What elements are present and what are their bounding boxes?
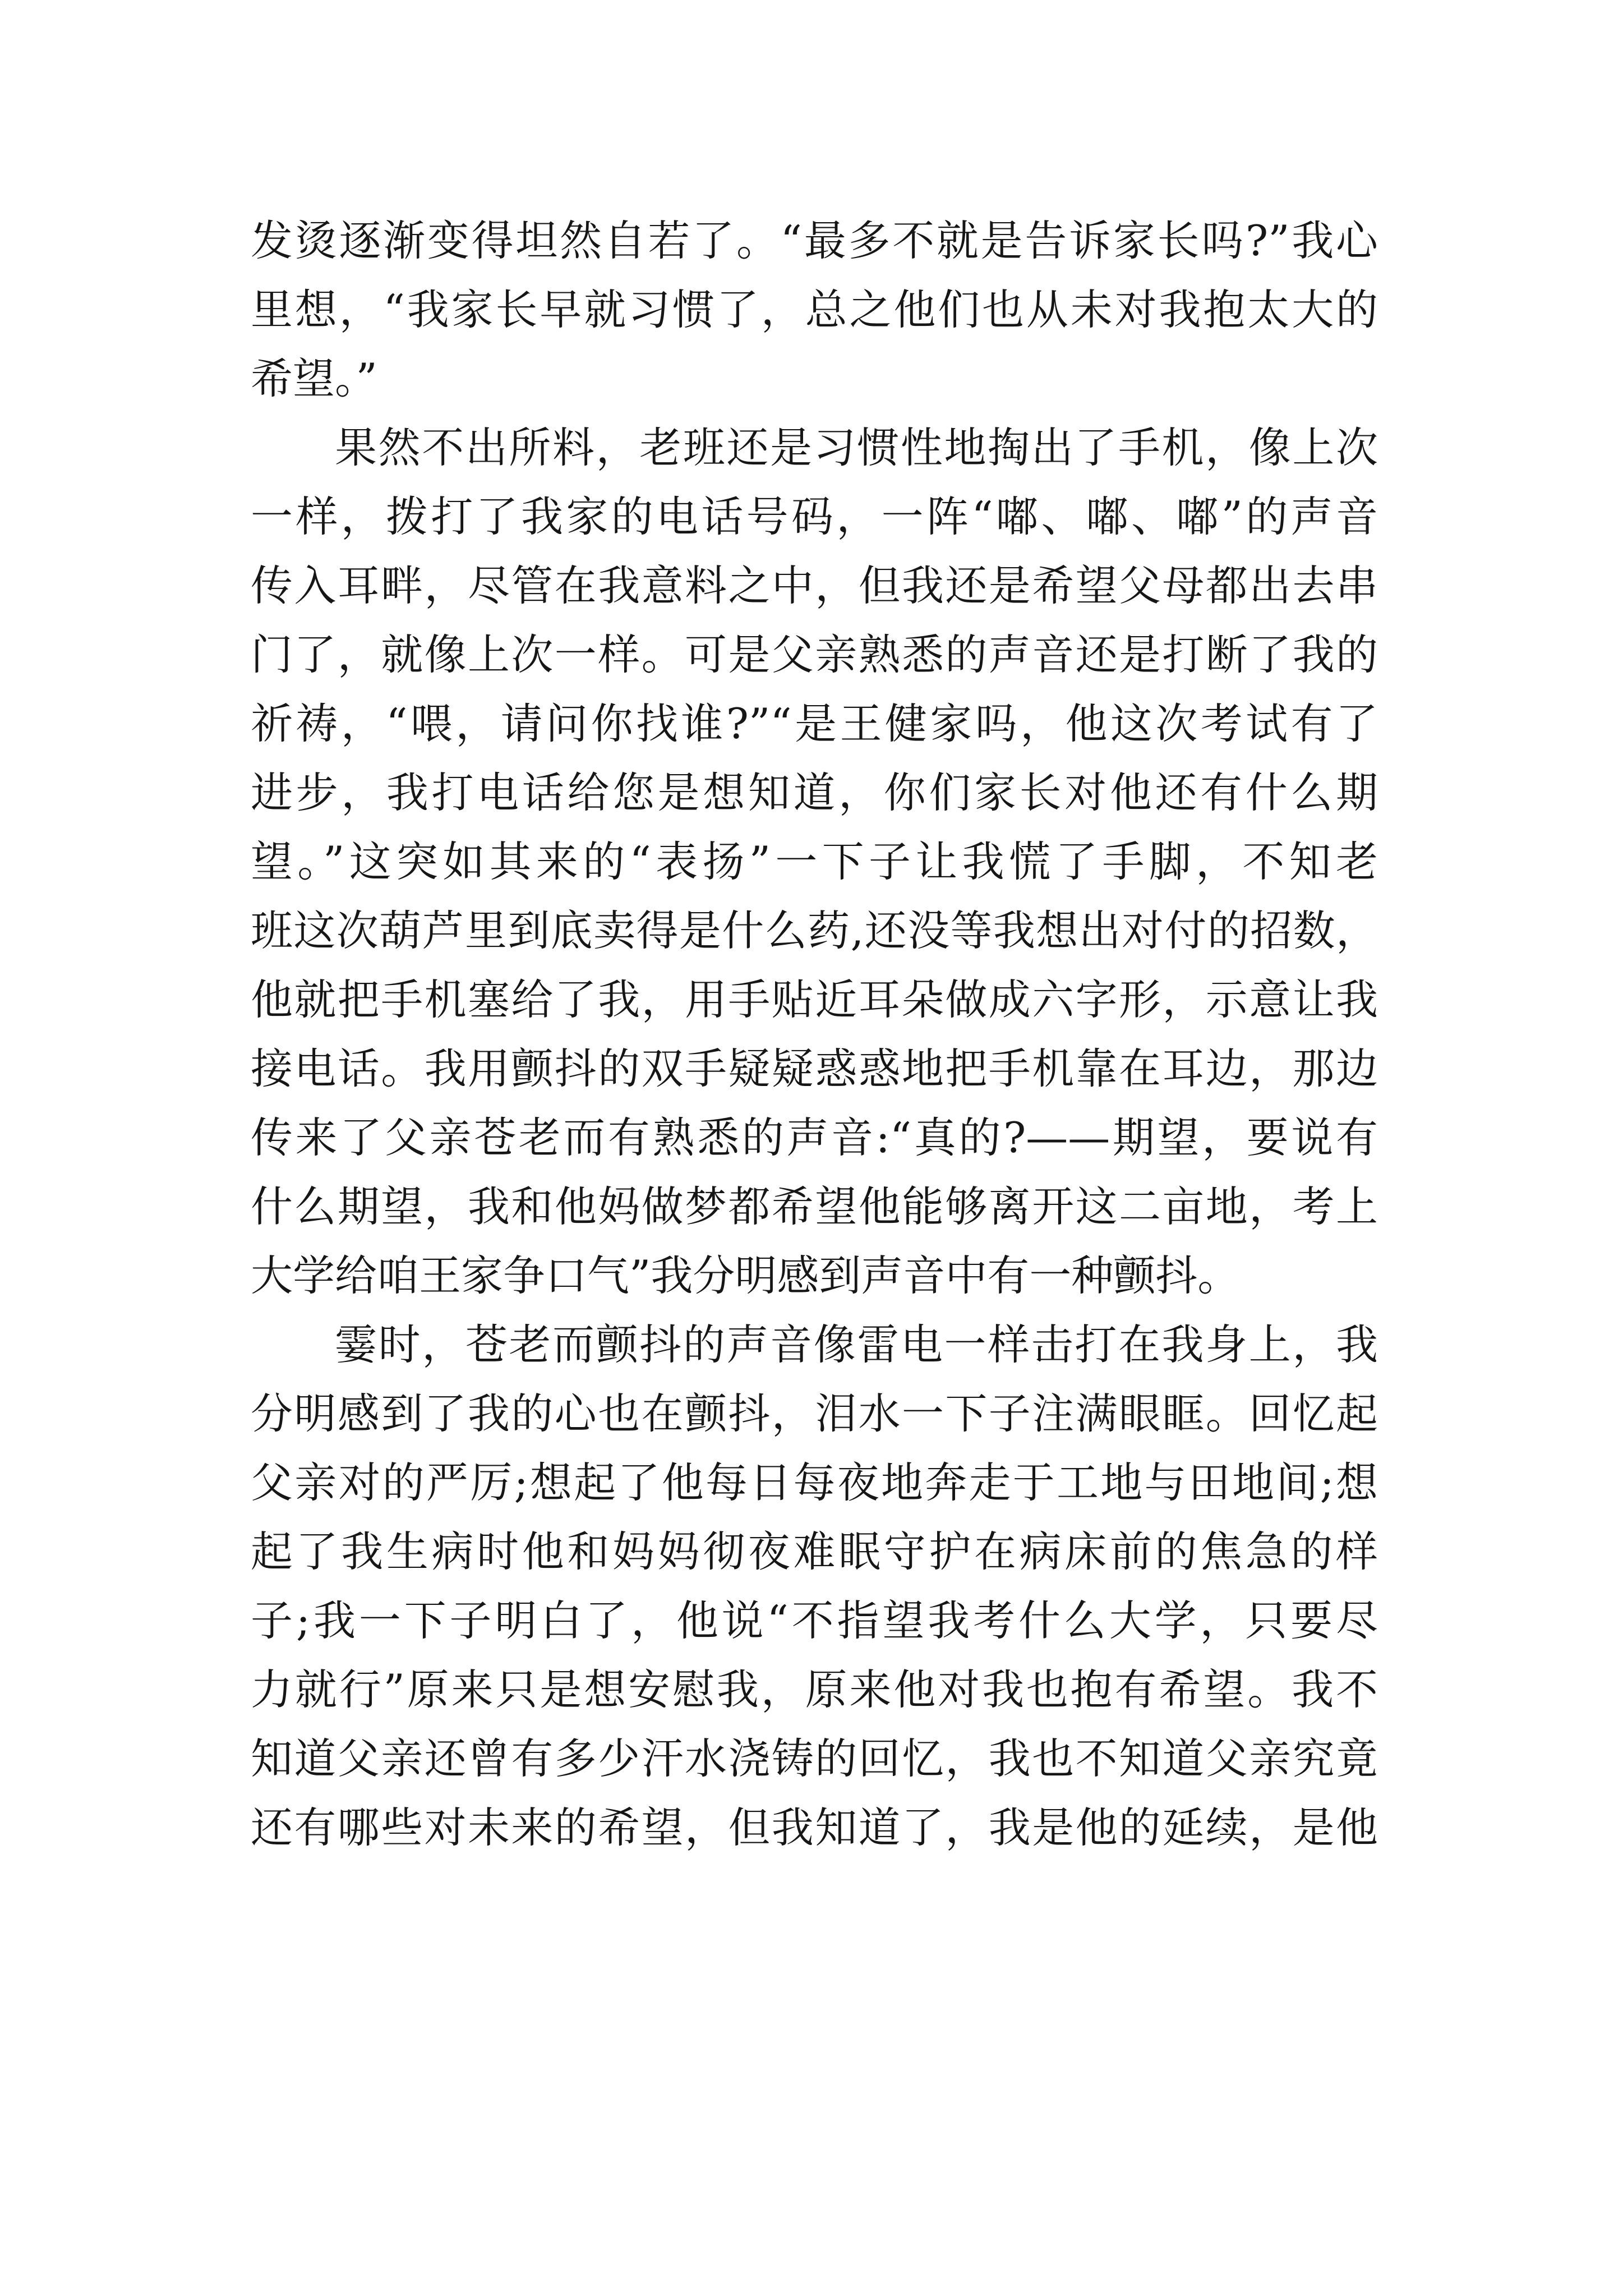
text-line: 霎时，苍老而颤抖的声音像雷电一样击打在我身上，我 bbox=[335, 1320, 1378, 1369]
text-line: 一样，拨打了我家的电话号码，一阵“嘟、嘟、嘟”的声音 bbox=[251, 492, 1378, 541]
text-line: 传来了父亲苍老而有熟悉的声音:“真的?——期望，要说有 bbox=[251, 1113, 1378, 1162]
text-line: 起了我生病时他和妈妈彻夜难眠守护在病床前的焦急的样 bbox=[251, 1527, 1378, 1576]
paragraph bbox=[251, 413, 1378, 1310]
text-line: 知道父亲还曾有多少汗水浇铸的回忆，我也不知道父亲究竟 bbox=[251, 1734, 1378, 1783]
text-line: 子;我一下子明白了，他说“不指望我考什么大学，只要尽 bbox=[251, 1596, 1378, 1645]
text-line: 发烫逐渐变得坦然自若了。“最多不就是告诉家长吗?”我心 bbox=[251, 216, 1378, 265]
text-line: 进步，我打电话给您是想知道，你们家长对他还有什么期 bbox=[251, 768, 1378, 817]
text-line: 祈祷，“喂，请问你找谁?”“是王健家吗，他这次考试有了 bbox=[251, 699, 1378, 748]
text-line: 门了，就像上次一样。可是父亲熟悉的声音还是打断了我的 bbox=[251, 630, 1378, 679]
text-line: 希望。” bbox=[251, 354, 377, 403]
text-line: 他就把手机塞给了我，用手贴近耳朵做成六字形，示意让我 bbox=[251, 975, 1378, 1024]
text-line: 班这次葫芦里到底卖得是什么药,还没等我想出对付的招数， bbox=[251, 906, 1378, 955]
text-line: 什么期望，我和他妈做梦都希望他能够离开这二亩地，考上 bbox=[251, 1182, 1378, 1231]
text-line: 大学给咱王家争口气”我分明感到声音中有一种颤抖。 bbox=[251, 1251, 1240, 1300]
text-line: 望。”这突如其来的“表扬”一下子让我慌了手脚，不知老 bbox=[251, 837, 1378, 886]
text-line: 还有哪些对未来的希望，但我知道了，我是他的延续，是他 bbox=[251, 1803, 1378, 1852]
body-text bbox=[251, 206, 1378, 1862]
paragraph bbox=[251, 206, 1378, 413]
paragraph bbox=[251, 1310, 1378, 1862]
text-line: 里想，“我家长早就习惯了，总之他们也从未对我抱太大的 bbox=[251, 285, 1378, 334]
text-line: 接电话。我用颤抖的双手疑疑惑惑地把手机靠在耳边，那边 bbox=[251, 1044, 1378, 1093]
text-line: 力就行”原来只是想安慰我，原来他对我也抱有希望。我不 bbox=[251, 1665, 1378, 1714]
text-line: 传入耳畔，尽管在我意料之中，但我还是希望父母都出去串 bbox=[251, 561, 1378, 610]
text-line: 果然不出所料，老班还是习惯性地掏出了手机，像上次 bbox=[335, 423, 1378, 472]
text-line: 分明感到了我的心也在颤抖，泪水一下子注满眼眶。回忆起 bbox=[251, 1389, 1378, 1438]
text-line: 父亲对的严厉;想起了他每日每夜地奔走于工地与田地间;想 bbox=[251, 1458, 1378, 1507]
